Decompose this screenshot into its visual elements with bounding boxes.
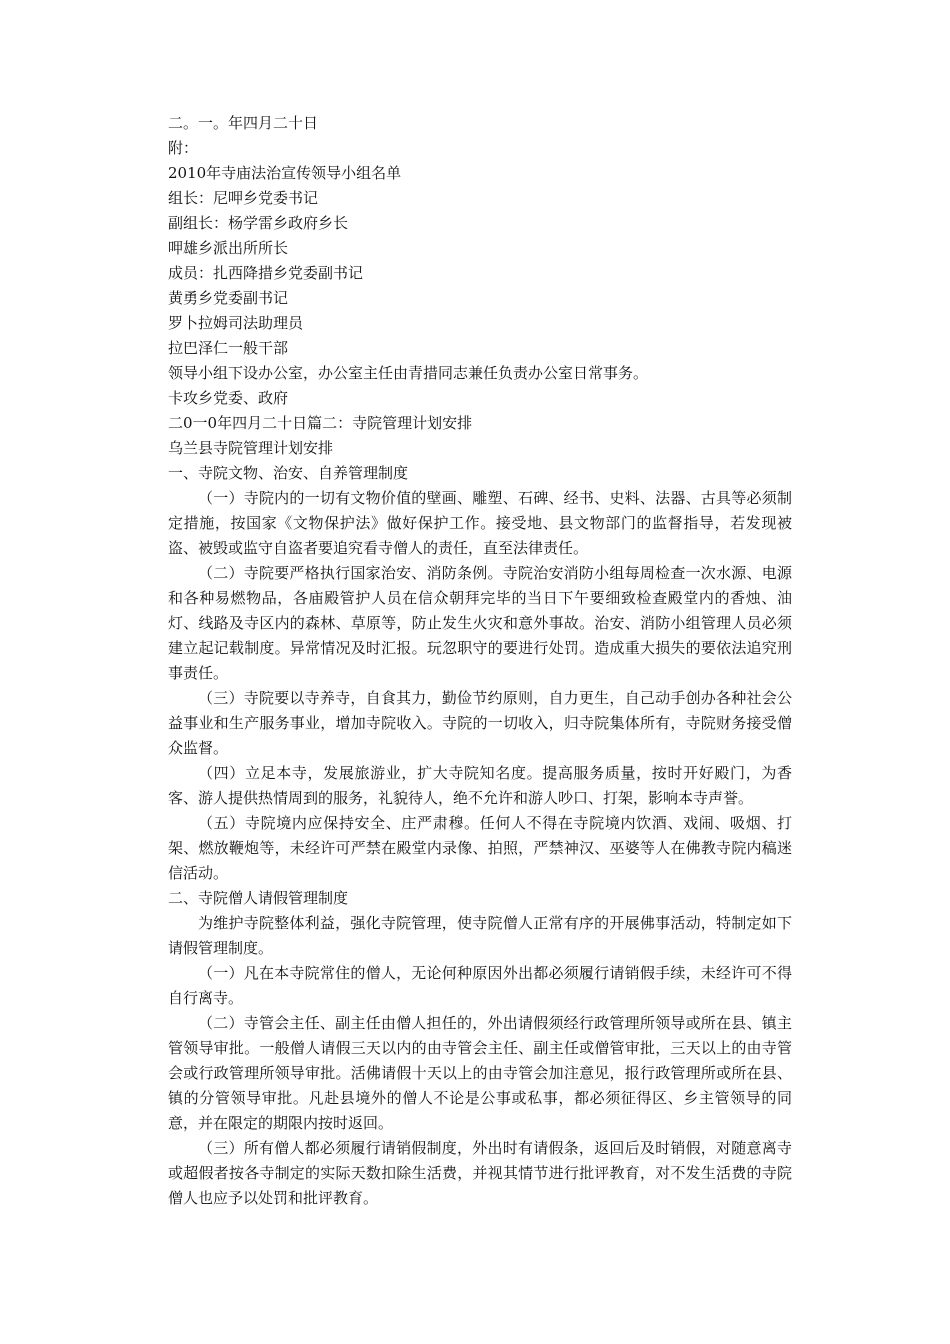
body-paragraph: （三）寺院要以寺养寺，自食其力，勤俭节约原则，自力更生，自己动手创办各种社会公益事业和生产服务事业，增加寺院收入。寺院的一切收入，归寺院集体所有，寺院财务接受僧众监督。 (168, 689, 792, 757)
member-line: 拉巴泽仁一般干部 (168, 339, 289, 357)
body-paragraph: （一）凡在本寺院常住的僧人，无论何种原因外出都必须履行请销假手续，未经许可不得自行离寺。 (168, 964, 792, 1007)
member-line: 罗卜拉姆司法助理员 (168, 314, 304, 332)
member-line: 呷雄乡派出所所长 (168, 239, 289, 257)
section-heading: 二、寺院僧人请假管理制度 (168, 889, 349, 907)
body-paragraph: （一）寺院内的一切有文物价值的壁画、雕塑、石碑、经书、史料、法器、古具等必须制定措施，按国家《文物保护法》做好保护工作。接受地、县文物部门的监督指导，若发现被盗、被毁或监守自盗者要追究看寺僧人的责任，直至法律责任。 (168, 489, 792, 557)
date-and-next-title: 二0一0年四月二十日篇二：寺院管理计划安排 (168, 414, 473, 432)
body-paragraph: （五）寺院境内应保持安全、庄严肃穆。任何人不得在寺院境内饮酒、戏闹、吸烟、打架、燃放鞭炮等，未经许可严禁在殿堂内录像、拍照，严禁神汉、巫婆等人在佛教寺院内稿迷信活动。 (168, 814, 792, 882)
member-line: 组长：尼呷乡党委书记 (168, 189, 319, 207)
body-paragraph: （四）立足本寺，发展旅游业，扩大寺院知名度。提高服务质量，按时开好殿门，为香客、游人提供热情周到的服务，礼貌待人，绝不允许和游人吵口、打架，影响本寺声誉。 (168, 764, 792, 807)
issuer-line: 卡攻乡党委、政府 (168, 389, 289, 407)
body-paragraph: （二）寺管会主任、副主任由僧人担任的，外出请假须经行政管理所领导或所在县、镇主管领导审批。一般僧人请假三天以内的由寺管会主任、副主任或僧管审批，三天以上的由寺管会或行政管理所领导审批。活佛请假十天以上的由寺管会加注意见，报行政管理所或所在县、镇的分管领导审批。凡赴县境外的僧人不论是公事或私事，都必须征得区、乡主管领导的同意，并在限定的期限内按时返回。 (168, 1014, 792, 1132)
date-line: 二。一。年四月二十日 (168, 114, 319, 132)
document-title: 乌兰县寺院管理计划安排 (168, 439, 334, 457)
attachment-label: 附： (168, 139, 199, 157)
office-note: 领导小组下设办公室，办公室主任由青措同志兼任负责办公室日常事务。 (168, 364, 649, 382)
document-page (168, 111, 792, 1211)
body-paragraph: 为维护寺院整体利益，强化寺院管理，使寺院僧人正常有序的开展佛事活动，特制定如下请假管理制度。 (168, 914, 792, 957)
body-paragraph: （三）所有僧人都必须履行请销假制度，外出时有请假条，返回后及时销假，对随意离寺或超假者按各寺制定的实际天数扣除生活费，并视其情节进行批评教育，对不发生活费的寺院僧人也应予以处罚和批评教育。 (168, 1139, 792, 1207)
list-title: 2010年寺庙法治宣传领导小组名单 (168, 164, 402, 182)
member-line: 副组长：杨学雷乡政府乡长 (168, 214, 349, 232)
member-line: 黄勇乡党委副书记 (168, 289, 289, 307)
body-paragraph: （二）寺院要严格执行国家治安、消防条例。寺院治安消防小组每周检查一次水源、电源和各种易燃物品，各庙殿管护人员在信众朝拜完毕的当日下午要细致检查殿堂内的香烛、油灯、线路及寺区内的森林、草原等，防止发生火灾和意外事故。治安、消防小组管理人员必须建立起记载制度。异常情况及时汇报。玩忽职守的要进行处罚。造成重大损失的要依法追究刑事责任。 (168, 564, 792, 682)
section-heading: 一、寺院文物、治安、自养管理制度 (168, 464, 409, 482)
member-line: 成员：扎西降措乡党委副书记 (168, 264, 364, 282)
